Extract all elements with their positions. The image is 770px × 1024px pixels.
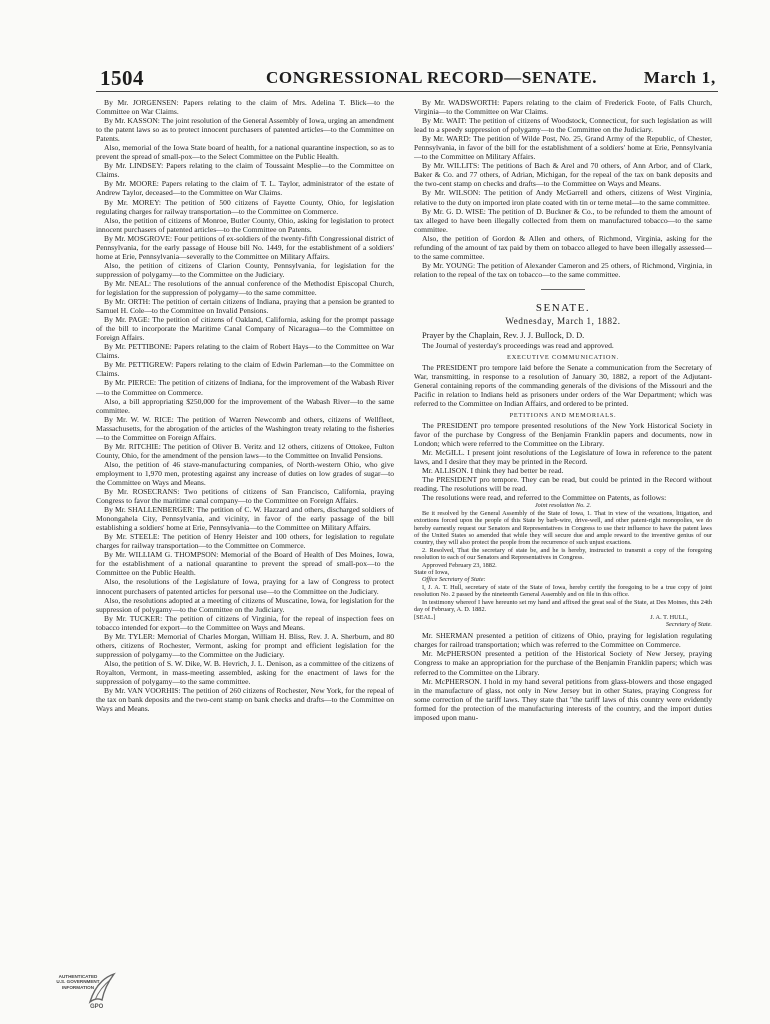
document-page <box>96 60 718 960</box>
petition-entry: By Mr. ROSECRANS: Two petitions of citizens of San Francisco, California, praying Congress to favor the maritime canal company—to the Committee on Foreign Affairs. <box>96 487 394 506</box>
petition-entry: By Mr. KASSON: The joint resolution of the General Assembly of Iowa, urging an amendment to the patent laws so as to protect innocent purchasers of patented articles—to the Committee on Patents. <box>96 116 394 144</box>
senate-paragraph: Mr. McGILL. I present joint resolutions of the Legislature of Iowa in reference to the patent laws, and I desire that they may be printed in the Record. <box>414 448 712 467</box>
senate-paragraph: Mr. SHERMAN presented a petition of citizens of Ohio, praying for legislation regulating charges for railroad transportation; which was referred to the Committee on Commerce. <box>414 631 712 650</box>
witness-line: In testimony whereof I have hereunto set my hand and affixed the great seal of the State, at Des Moines, this 24th day of February, A. D. 1882. <box>414 598 712 614</box>
petition-entry: Also, the petition of citizens of Monroe, Butler County, Ohio, asking for legislation to protect innocent purchasers of patented articles—to the Committee on Patents. <box>96 215 394 234</box>
left-column <box>96 98 394 960</box>
senate-heading: SENATE. <box>535 301 591 314</box>
senate-paragraph: The PRESIDENT pro tempore presented resolutions of the New York Historical Society in favor of the purchase by Congress of the Benjamin Franklin papers and documents, now in London; which were referred to the Committee on the Library. <box>414 421 712 449</box>
gpo-label: GPO <box>90 1004 104 1010</box>
petition-entry: By Mr. MOSGROVE: Four petitions of ex-soldiers of the twenty-fifth Congressional district of Pennsylvania, for the early passage of House bill No. 1449, for the establishment of a soldiers' home at Erie, Pennsylvania—severally to the Committee on Military Affairs. <box>96 233 394 261</box>
house-petitions-continued <box>414 98 712 279</box>
executive-communication-heading: EXECUTIVE COMMUNICATION. <box>507 353 619 361</box>
session-date: Wednesday, March 1, 1882. <box>505 315 621 326</box>
petition-entry: By Mr. ORTH: The petition of certain citizens of Indiana, praying that a pension be granted to Samuel H. Cole—to the Committee on Invalid Pensions. <box>96 297 394 316</box>
petition-entry: By Mr. PAGE: The petition of citizens of Oakland, California, asking for the prompt passage of the bill to incorporate the Maritime Canal Company of Nicaragua—to the Committee on Foreign Affairs. <box>96 315 394 343</box>
petition-entry: By Mr. WARD: The petition of Wilde Post, No. 25, Grand Army of the Republic, of Chester, Pennsylvania, in favor of the bill for the establishment of a soldiers' home at Erie, Pennsylvania—to the Committee on Military Affairs. <box>414 134 712 162</box>
petitions-heading: PETITIONS AND MEMORIALS. <box>509 411 617 419</box>
petition-entry: By Mr. NEAL: The resolutions of the annual conference of the Methodist Episcopal Church, for legislation for the suppression of polygamy—to the same committee. <box>96 278 394 297</box>
petition-entry: Also, the petition of citizens of Clarion County, Pennsylvania, for legislation for the suppression of polygamy—to the Committee on the Judiciary. <box>96 260 394 279</box>
executive-communication-text: The PRESIDENT pro tempore laid before the Senate a communication from the Secretary of War, transmitting, in response to a resolution of January 30, 1882, a report of the Adjutant-General containing reports of the commanding generals of the divisions of the Missouri and the Pacific in relation to Indians held as prisoners under orders of the War Department; which was referred to the Committee on Indian Affairs, and ordered to be printed. <box>414 362 712 408</box>
state-line: State of Iowa, <box>414 569 450 577</box>
resolution-second: 2. Resolved, That the secretary of state be, and he is hereby, instructed to transmit a copy of the foregoing resolution to each of our Senators and Representatives in Congress. <box>414 546 712 562</box>
petition-entry: By Mr. PETTIGREW: Papers relating to the claim of Edwin Parleman—to the Committee on Claims. <box>96 360 394 379</box>
petition-entry: By Mr. WILLITS: The petitions of Bach & Arel and 70 others, of Ann Arbor, and of Clark, Baker & Co. and 77 others, of Adrian, Michigan, for the repeal of the tax on bank deposits and the two-cent stamp on checks and drafts—to the Committee on Ways and Means. <box>414 161 712 189</box>
senate-paragraph: The resolutions were read, and referred to the Committee on Patents, as follows: <box>422 493 667 503</box>
header-rule <box>96 91 718 92</box>
petition-entry: By Mr. MOORE: Papers relating to the claim of T. L. Taylor, administrator of the estate of Andrew Taylor, deceased—to the Committee on War Claims. <box>96 179 394 198</box>
senate-paragraphs <box>414 421 712 502</box>
approved-line: Approved February 23, 1882. <box>422 561 497 569</box>
petition-entry: By Mr. VAN VOORHIS: The petition of 260 citizens of Rochester, New York, for the repeal of the tax on bank deposits and the two-cent stamp on bank checks and drafts—to the Committee on Ways and Means. <box>96 686 394 714</box>
petition-entry: By Mr. WAIT: The petition of citizens of Woodstock, Connecticut, for such legislation as will lead to a speedy suppression of polygamy—to the Committee on the Judiciary. <box>414 116 712 135</box>
petition-entry: By Mr. SHALLENBERGER: The petition of C. W. Hazzard and others, discharged soldiers of Monongahela City, Pennsylvania, and vicinity, in favor of the early passage of the bill establishing a soldiers' home at Erie, Pennsylvania—to the Committee on Military Affairs. <box>96 505 394 533</box>
petition-entry: By Mr. WADSWORTH: Papers relating to the claim of Frederick Foote, of Falls Church, Virginia—to the Committee on War Claims. <box>414 98 712 117</box>
petition-entry: Also, the petition of 46 stave-manufacturing companies, of North-western Ohio, who give employment to 1,970 men, protesting against any increase of duties on low grades of sugar—to the Committee on Ways and Means. <box>96 459 394 487</box>
petition-entry: Also, memorial of the Iowa State board of health, for a national quarantine inspection, so as to prevent the spread of small-pox—to the Select Committee on the Public Health. <box>96 143 394 162</box>
petition-entry: Also, the petition of S. W. Dike, W. B. Hevrich, J. L. Denison, as a committee of the citizens of Royalton, Vermont, in mass-meeting assembled, asking for the enactment of laws for the suppression of polygamy—to the same committee. <box>96 658 394 686</box>
petition-entry: By Mr. PETTIBONE: Papers relating to the claim of Robert Hays—to the Committee on War Claims. <box>96 342 394 361</box>
petition-entry: By Mr. PIERCE: The petition of citizens of Indiana, for the improvement of the Wabash River—to the Committee on Commerce. <box>96 378 394 397</box>
resolution-body: Be it resolved by the General Assembly of the State of Iowa, 1. That in view of the vexations, litigation, and extortions forced upon the people of this State by barb-wire, drive-well, and other patent-right monopolies, we do hereby earnestly request our Senators and Representatives in Congress to use their influence to have the patent laws of the United States so amended that while they will secure due and ample reward to the inventive genius of our country, they will also protect the people from the recurrence of such unjust exactions. <box>414 509 712 547</box>
petition-entry: By Mr. RITCHIE: The petition of Oliver B. Veritz and 12 others, citizens of Ottokee, Fulton County, Ohio, for the amendment of the pension laws—to the Committee on Invalid Pensions. <box>96 441 394 460</box>
petition-entry: By Mr. TUCKER: The petition of citizens of Virginia, for the repeal of inspection fees on tobacco intended for export—to the Committee on Ways and Means. <box>96 613 394 632</box>
petition-entry: By Mr. JORGENSEN: Papers relating to the claim of Mrs. Adelina T. Blick—to the Committee on War Claims. <box>96 98 394 117</box>
header-date: March 1, <box>643 68 716 87</box>
office-line: Office Secretary of State: <box>422 576 486 584</box>
petition-entry: By Mr. STEELE: The petition of Henry Heister and 100 others, for legislation to regulate charges for railway transportation—to the Committee on Commerce. <box>96 532 394 551</box>
seal-mark: [SEAL.] <box>414 613 436 621</box>
closing-paragraphs <box>414 631 712 721</box>
certification: I, J. A. T. Hull, secretary of state of the State of Iowa, hereby certify the foregoing to be a true copy of joint resolution No. 2 passed by the nineteenth General Assembly and on file in this office. <box>414 583 712 599</box>
petition-entry: By Mr. LINDSEY: Papers relating to the claim of Toussaint Mesplie—to the Committee on Claims. <box>96 161 394 180</box>
petition-entry: By Mr. G. D. WISE: The petition of D. Buckner & Co., to be refunded to them the amount of tax alleged to have been illegally collected from them on manufactured tobacco—to the same committee. <box>414 206 712 234</box>
petition-entry: Also, the petition of Gordon & Allen and others, of Richmond, Virginia, asking for the refunding of the amount of tax paid by them on tobacco alleged to have been illegally assessed—to the same committee. <box>414 233 712 261</box>
running-title: CONGRESSIONAL RECORD—SENATE. <box>266 68 598 87</box>
petition-entry: By Mr. WILLIAM G. THOMPSON: Memorial of the Board of Health of Des Moines, Iowa, for the establishment of a national quarantine to prevent the spread of small-pox—to the Committee on the Public Health. <box>96 550 394 578</box>
gpo-authentication-logo <box>54 972 116 1016</box>
petition-entry: By Mr. WILSON: The petition of Andy McGarrell and others, citizens of West Virginia, relative to the duty on imported iron plate coated with tin or terne metal—to the same committee. <box>414 188 712 207</box>
senate-paragraph: The PRESIDENT pro tempore. They can be read, but could be printed in the Record without reading. The resolutions will be read. <box>414 475 712 494</box>
section-divider <box>541 289 585 290</box>
petition-entry: Also, the resolutions adopted at a meeting of citizens of Muscatine, Iowa, for legislation for the suppression of polygamy—to the Committee on the Judiciary. <box>96 595 394 614</box>
journal-line: The Journal of yesterday's proceedings was read and approved. <box>422 340 614 350</box>
signer-name: J. A. T. HULL, <box>650 613 688 621</box>
signer-title: Secretary of State. <box>665 620 712 628</box>
gpo-authentication-text: AUTHENTICATED U.S. GOVERNMENT INFORMATION <box>56 974 100 990</box>
prayer-line: Prayer by the Chaplain, Rev. J. J. Bullock, D. D. <box>422 331 585 341</box>
petition-entry: By Mr. TYLER: Memorial of Charles Morgan, William H. Bliss, Rev. J. A. Sherburn, and 80 others, citizens of Rochester, Vermont, asking for prompt and efficient legislation for the suppression of polygamy—to the Committee on the Judiciary. <box>96 631 394 659</box>
petition-entry: Also, the resolutions of the Legislature of Iowa, praying for a law of Congress to protect innocent purchasers of patented articles for personal use—to the Committee on the Judiciary. <box>96 577 394 596</box>
page-number: 1504 <box>100 66 144 90</box>
senate-paragraph: Mr. McPHERSON presented a petition of the Historical Society of New Jersey, praying Congress to make an appropriation for the purchase of the Benjamin Franklin papers; which was referred to the Committee on the Library. <box>414 649 712 677</box>
petition-entry: By Mr. YOUNG: The petition of Alexander Cameron and 25 others, of Richmond, Virginia, in relation to the repeal of the tax on tobacco—to the same committee. <box>414 260 712 279</box>
page-header <box>96 66 718 90</box>
signature-block <box>414 614 712 621</box>
resolution-title: Joint resolution No. 2. <box>534 502 592 510</box>
senate-paragraph: Mr. McPHERSON. I hold in my hand several petitions from glass-blowers and those engaged in the manufacture of glass, not only in New Jersey but in other States, praying Congress for some correction of the tariff laws. They state that "the tariff laws of this country were evidently formed for the protection of the manufacturing interests of the country, and the import duties imposed upon manu- <box>414 676 712 722</box>
petition-entry: By Mr. MOREY: The petition of 500 citizens of Fayette County, Ohio, for legislation regulating charges for railway transportation—to the Committee on Commerce. <box>96 197 394 216</box>
right-column <box>414 98 712 960</box>
senate-paragraph: Mr. ALLISON. I think they had better be read. <box>422 466 564 476</box>
petition-entry: Also, a bill appropriating $250,000 for the improvement of the Wabash River—to the same committee. <box>96 396 394 415</box>
petition-entry: By Mr. W. W. RICE: The petition of Warren Newcomb and others, citizens of Wellfleet, Massachusetts, for the abrogation of the articles of the Washington treaty relating to the fisheries—to the Committee on Foreign Affairs. <box>96 414 394 442</box>
